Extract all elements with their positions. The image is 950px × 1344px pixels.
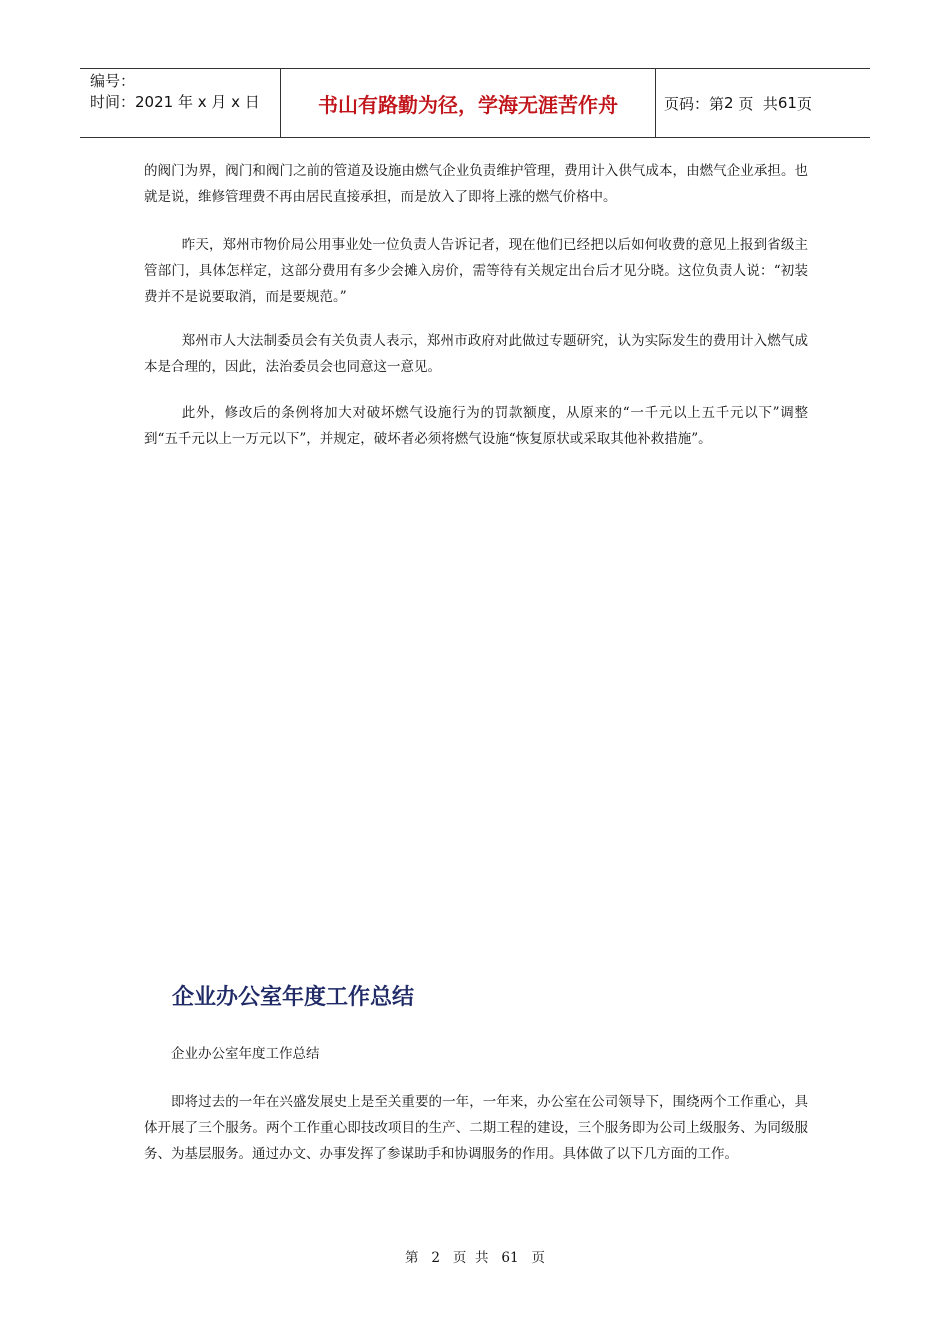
page-total: 61 xyxy=(777,94,797,112)
footer-mid: 页 共 xyxy=(452,1250,489,1266)
page-header xyxy=(80,68,870,138)
footer-total: 61 xyxy=(501,1250,519,1266)
time-label: 时间：2021 年 x 月 x 日 xyxy=(90,93,260,111)
footer-prefix: 第 xyxy=(405,1250,419,1266)
paragraph-1: 的阀门为界，阀门和阀门之前的管道及设施由燃气企业负责维护管理，费用计入供气成本，由燃气企业承担。也就是说，维修管理费不再由居民直接承担，而是放入了即将上涨的燃气价格中。 xyxy=(144,163,808,205)
page-mid: 页 共 xyxy=(738,94,778,113)
section-title: 企业办公室年度工作总结 xyxy=(172,985,415,1010)
header-motto: 书山有路勤为径，学海无涯苦作舟 xyxy=(281,69,656,137)
section-subtitle: 企业办公室年度工作总结 xyxy=(171,1046,320,1062)
page-suffix: 页 xyxy=(796,94,812,113)
paragraph-3: 郑州市人大法制委员会有关负责人表示，郑州市政府对此做过专题研究，认为实际发生的费用计入燃气成本是合理的，因此，法治委员会也同意这一意见。 xyxy=(144,333,808,375)
paragraph-4: 此外，修改后的条例将加大对破坏燃气设施行为的罚款额度，从原来的“一千元以上五千元以下”调整到“五千元以上一万元以下”，并规定，破坏者必须将燃气设施“恢复原状或采取其他补救措施”。 xyxy=(144,405,808,447)
footer-current: 2 xyxy=(431,1250,441,1266)
header-page-info xyxy=(656,69,870,137)
page-current: 2 xyxy=(724,94,734,112)
footer-suffix: 页 xyxy=(531,1250,545,1266)
page-prefix: 页码：第 xyxy=(664,94,725,113)
paragraph-2: 昨天，郑州市物价局公用事业处一位负责人告诉记者，现在他们已经把以后如何收费的意见上报到省级主管部门，具体怎样定，这部分费用有多少会摊入房价，需等待有关规定出台后才见分晓。这位负责人说：“初装费并不是说要取消，而是要规范。” xyxy=(144,237,808,305)
section-body: 即将过去的一年在兴盛发展史上是至关重要的一年，一年来，办公室在公司领导下，围绕两个工作重心，具体开展了三个服务。两个工作重心即技改项目的生产、二期工程的建设，三个服务即为公司上级服务、为同级服务、为基层服务。通过办文、办事发挥了参谋助手和协调服务的作用。具体做了以下几方面的工作。 xyxy=(144,1094,808,1162)
header-meta xyxy=(80,69,281,137)
page-footer xyxy=(0,1246,950,1266)
number-label: 编号： xyxy=(90,72,136,90)
